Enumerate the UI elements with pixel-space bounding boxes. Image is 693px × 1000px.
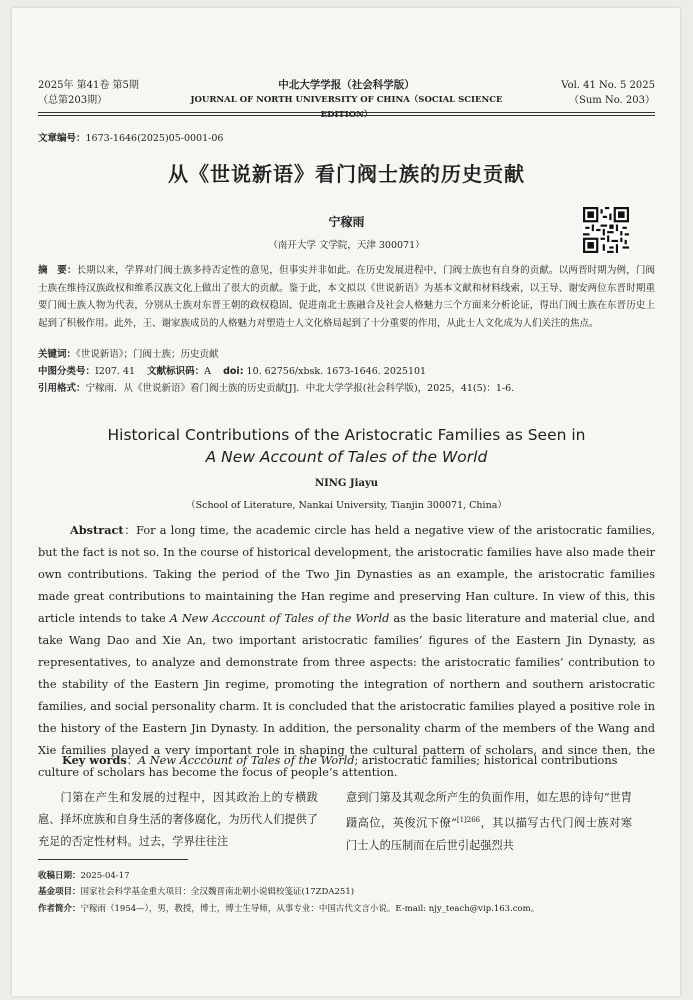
abstract-en-part2: as the basic literature and material clue, and take Wang Dao and Xie An, two important aristocratic families’ figures of the Eastern Jin Dynasty, as representatives, to analyze and demonstrate from three aspects: the aristocratic families’ contribution to the stability of the Eastern Jin regime, promoting the integration of northern and southern aristocratic families, and social personality charm. It is concluded that the aristocratic families played a positive role in the history of the Eastern Jin Dynasty. In addition, the personality charm of the members of the Wang and Xie families played a very important role in shaping the cultural pattern of scholars, and since then, the culture of scholars has become the focus of people’s attention.	[38, 612, 655, 779]
received-label: 收稿日期：	[38, 871, 81, 881]
sum-number-cn: （总第203期）	[38, 95, 108, 106]
keywords-en-sep: ：	[126, 754, 139, 767]
keywords-cn	[38, 347, 655, 362]
header-rule-thin	[38, 115, 655, 116]
article-number-value: 1673-1646(2025)05-0001-06	[85, 133, 224, 144]
abstract-en-label: Abstract	[70, 523, 124, 537]
doc-code-value: A	[204, 366, 212, 377]
header-rule-thick	[38, 112, 655, 113]
body-text-right-part2: ，其以描写古代门阀士族对寒门士人的压制而在后世引起强烈共	[346, 816, 632, 852]
clc-value: I207. 41	[95, 366, 136, 377]
doi-value[interactable]: 10. 62756/xbsk. 1673-1646. 2025101	[246, 366, 427, 377]
author-name-cn: 宁稼雨	[328, 215, 365, 229]
fund-value: 国家社会科学基金重大项目：全汉魏晋南北朝小说辑校笺证(17ZDA251)	[80, 887, 355, 897]
article-number-label: 文章编号：	[38, 133, 86, 144]
keywords-en-book-title: A New Acccount of Tales of the World	[138, 754, 355, 767]
footnote-author-bio	[38, 902, 655, 917]
bio-value: 宁稼雨（1954—），男，教授，博士，博士生导师，从事专业：中国古代文言小说。E-mail: njy_teach@vip.163.com。	[80, 904, 540, 914]
running-header	[38, 78, 655, 120]
volume-issue-en: Vol. 41 No. 5 2025	[561, 80, 655, 91]
affiliation-en: （School of Literature, Nankai University, Tianjin 300071, China）	[186, 500, 507, 511]
abstract-en	[38, 519, 655, 784]
keywords-en	[62, 752, 655, 769]
citation-line	[38, 381, 655, 396]
body-text-left-content: 门第在产生和发展的过程中，因其政治上的专横跋扈、择坏庶族和自身生活的奢侈腐化，为历代人们提供了充足的否定性材料。过去，学界往往注	[38, 791, 318, 848]
article-title-cn: 从《世说新语》看门阀士族的历史贡献	[168, 162, 525, 186]
keywords-cn-label: 关键词：	[38, 349, 77, 360]
fund-label: 基金项目：	[38, 887, 81, 897]
abstract-cn-text: 长期以来，学界对门阀士族多持否定性的意见，但事实并非如此。在历史发展进程中，门阀士族也有自身的贡献。以两晋时期为例，门阀士族在维持汉族政权和维系汉族文化上做出了很大的贡献。鉴于此，本文拟以《世说新语》为基本文献和材料线索，以王导、谢安两位东晋时期重要门阀士族人物为代表，分别从士族对东晋王朝的政权稳固、促进南北士族融合及社会人格魅力三个方面来分析论证，得出门阀士族在东晋历史上起到了积极作用。此外，王、谢家族成员的人格魅力对塑造士人文化格局起到了十分重要的作用，从此士人文化成为人们关注的焦点。	[38, 265, 655, 329]
body-text-right-part1: 意到门第及其观念所产生的负面作用，如左思的诗句“世胄蹑高位，英俊沉下僚”	[346, 791, 632, 830]
body-text-left	[38, 787, 318, 853]
citation-label: 引用格式：	[38, 383, 86, 394]
bio-label: 作者简介：	[38, 904, 81, 914]
article-number	[38, 130, 223, 144]
doc-code-label: 文献标识码：	[147, 366, 205, 377]
abstract-en-part1: ：For a long time, the academic circle has held a negative view of the aristocratic families, but the fact is not so. In the course of historical development, the aristocratic families have also made their own contributions. Taking the period of the Two Jin Dynasties as an example, the aristocratic families made great contributions to maintaining the Han regime and preserving Han culture. In view of this, this article intends to take	[38, 524, 655, 625]
journal-name-cn: 中北大学学报（社会科学版）	[278, 79, 415, 91]
keywords-cn-text: 《世说新语》；门阀士族；历史贡献	[76, 349, 219, 360]
clc-label: 中图分类号：	[38, 366, 96, 377]
volume-issue-cn: 2025年 第41卷 第5期	[38, 80, 139, 91]
keywords-en-rest: ; aristocratic families; historical contributions	[354, 754, 618, 767]
footnote-received	[38, 869, 655, 884]
classification-line	[38, 364, 655, 379]
abstract-en-book-title: A New Acccount of Tales of the World	[169, 612, 390, 625]
citation-text: 宁稼雨．从《世说新语》看门阀士族的历史贡献[J]．中北大学学报(社会科学版)，2025，41(5)：1-6.	[85, 383, 515, 394]
doi-label: doi:	[223, 366, 244, 377]
author-name-en: NING Jiayu	[314, 478, 379, 489]
received-value: 2025-04-17	[80, 871, 130, 881]
journal-name-en: JOURNAL OF NORTH UNIVERSITY OF CHINA（SOCIAL SCIENCE EDITION）	[190, 95, 503, 120]
article-title-en	[0, 424, 693, 468]
footnote-fund	[38, 885, 655, 900]
reference-marker[interactable]: [1]266	[456, 816, 481, 824]
abstract-cn-label: 摘 要：	[38, 265, 77, 276]
article-title-en-line1: Historical Contributions of the Aristocratic Families as Seen in	[107, 426, 586, 444]
affiliation-cn: （南开大学 文学院，天津 300071）	[268, 240, 425, 251]
article-title-en-line2: A New Account of Tales of the World	[205, 448, 488, 466]
keywords-en-label: Key words	[62, 753, 127, 767]
abstract-cn	[38, 262, 655, 332]
sum-number-en: （Sum No. 203）	[569, 95, 655, 106]
body-text-right	[346, 787, 632, 857]
footnote-rule	[38, 859, 188, 860]
